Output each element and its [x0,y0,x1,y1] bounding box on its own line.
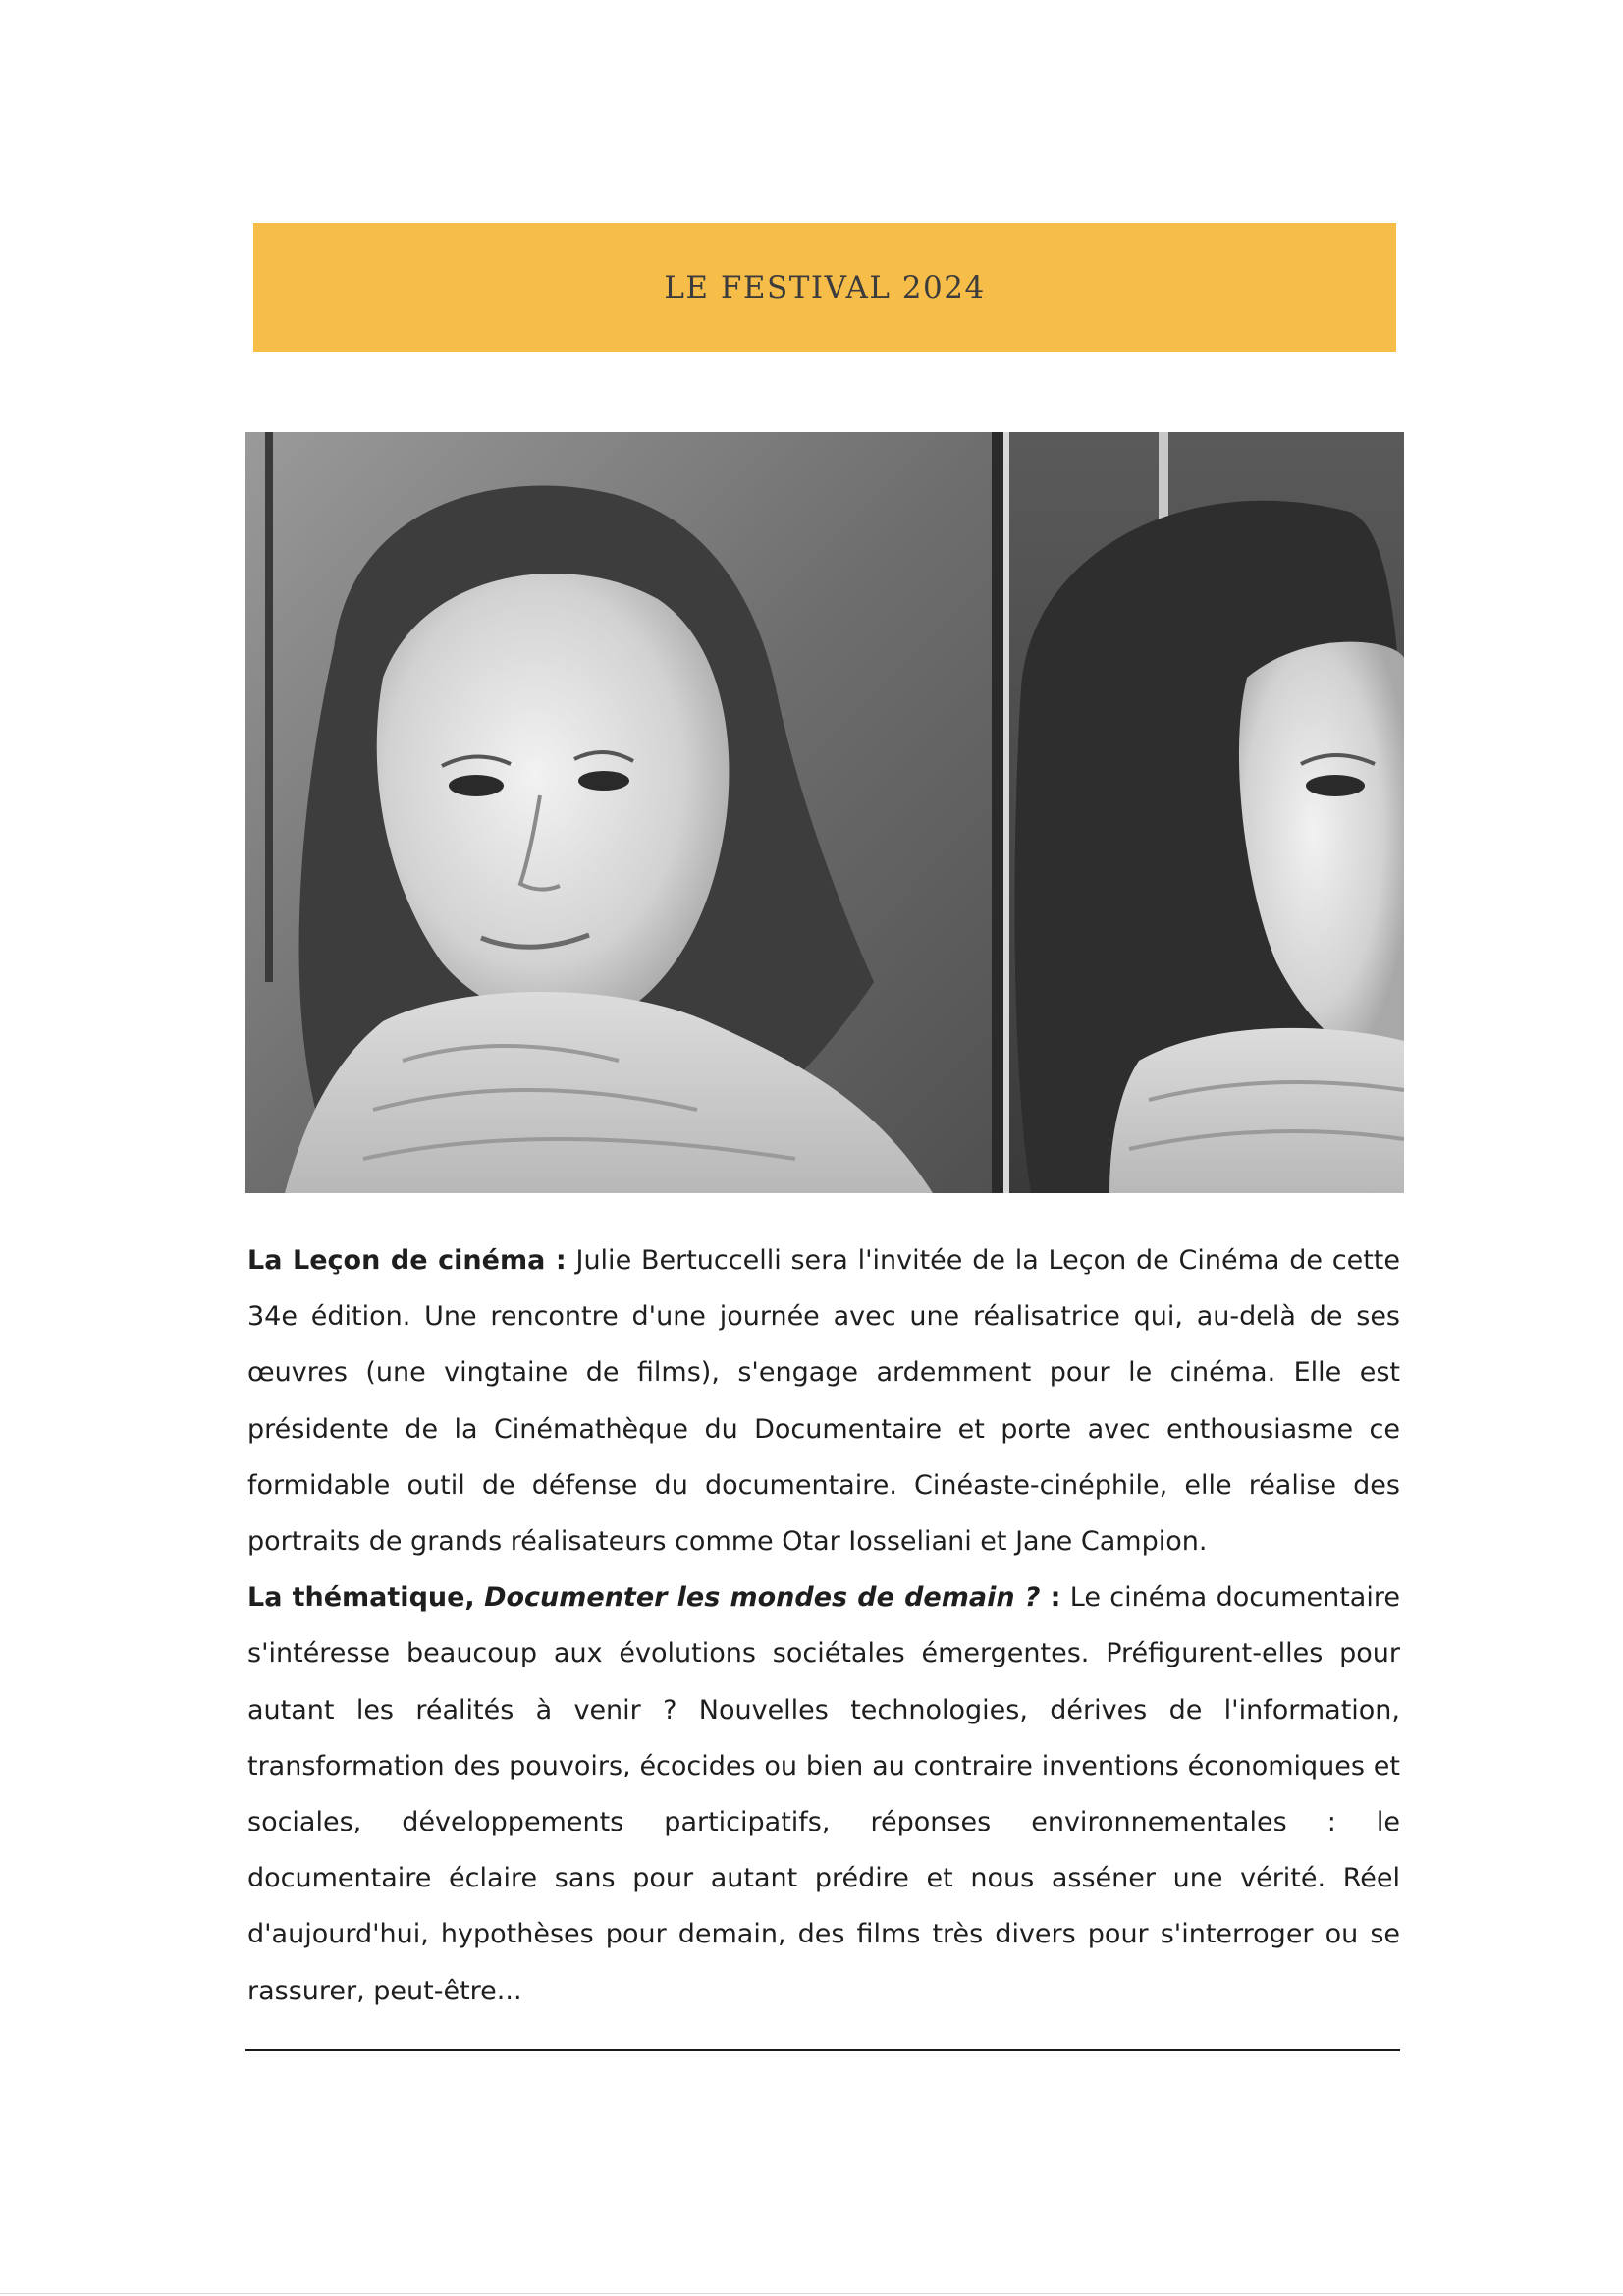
header-banner [253,223,1396,352]
section-divider [245,2049,1400,2051]
portrait-photo [245,432,1404,1193]
article-body [247,1232,1400,2019]
portrait-image [245,432,1404,1193]
theme-title: Documenter les mondes de demain ? [484,1582,1041,1613]
theme-colon: : [1040,1582,1061,1613]
theme-label: La thématique, [247,1582,475,1613]
lesson-text: Julie Bertuccelli sera l'invitée de la Leçon de Cinéma de cette 34e édition. Une rencontre d'une journée avec une réalisatrice qui, au-delà de ses œuvres (une vingtaine de films), s'engage ardemment pour le cinéma. Elle est présidente de la Cinémathèque du Documentaire et porte avec enthousiasme ce formidable outil de défense du documentaire. Cinéaste-cinéphile, elle réalise des portraits de grands réalisateurs comme Otar Iosseliani et Jane Campion. [247,1245,1400,1558]
theme-paragraph [247,1569,1400,2019]
lesson-label: La Leçon de cinéma : [247,1245,567,1276]
lesson-paragraph [247,1232,1400,1569]
page-title: LE FESTIVAL 2024 [664,269,986,305]
page-edge-line [0,2293,1623,2294]
theme-text: Le cinéma documentaire s'intéresse beaucoup aux évolutions sociétales émergentes. Préfigurent-elles pour autant les réalités à venir ? Nouvelles technologies, dérives de l'information, transformation des pouvoirs, écocides ou bien au contraire inventions économiques et sociales, développements participatifs, réponses environnementales : le documentaire éclaire sans pour autant prédire et nous asséner une vérité. Réel d'aujourd'hui, hypothèses pour demain, des films très divers pour s'interroger ou se rassurer, peut-être... [247,1582,1400,2006]
